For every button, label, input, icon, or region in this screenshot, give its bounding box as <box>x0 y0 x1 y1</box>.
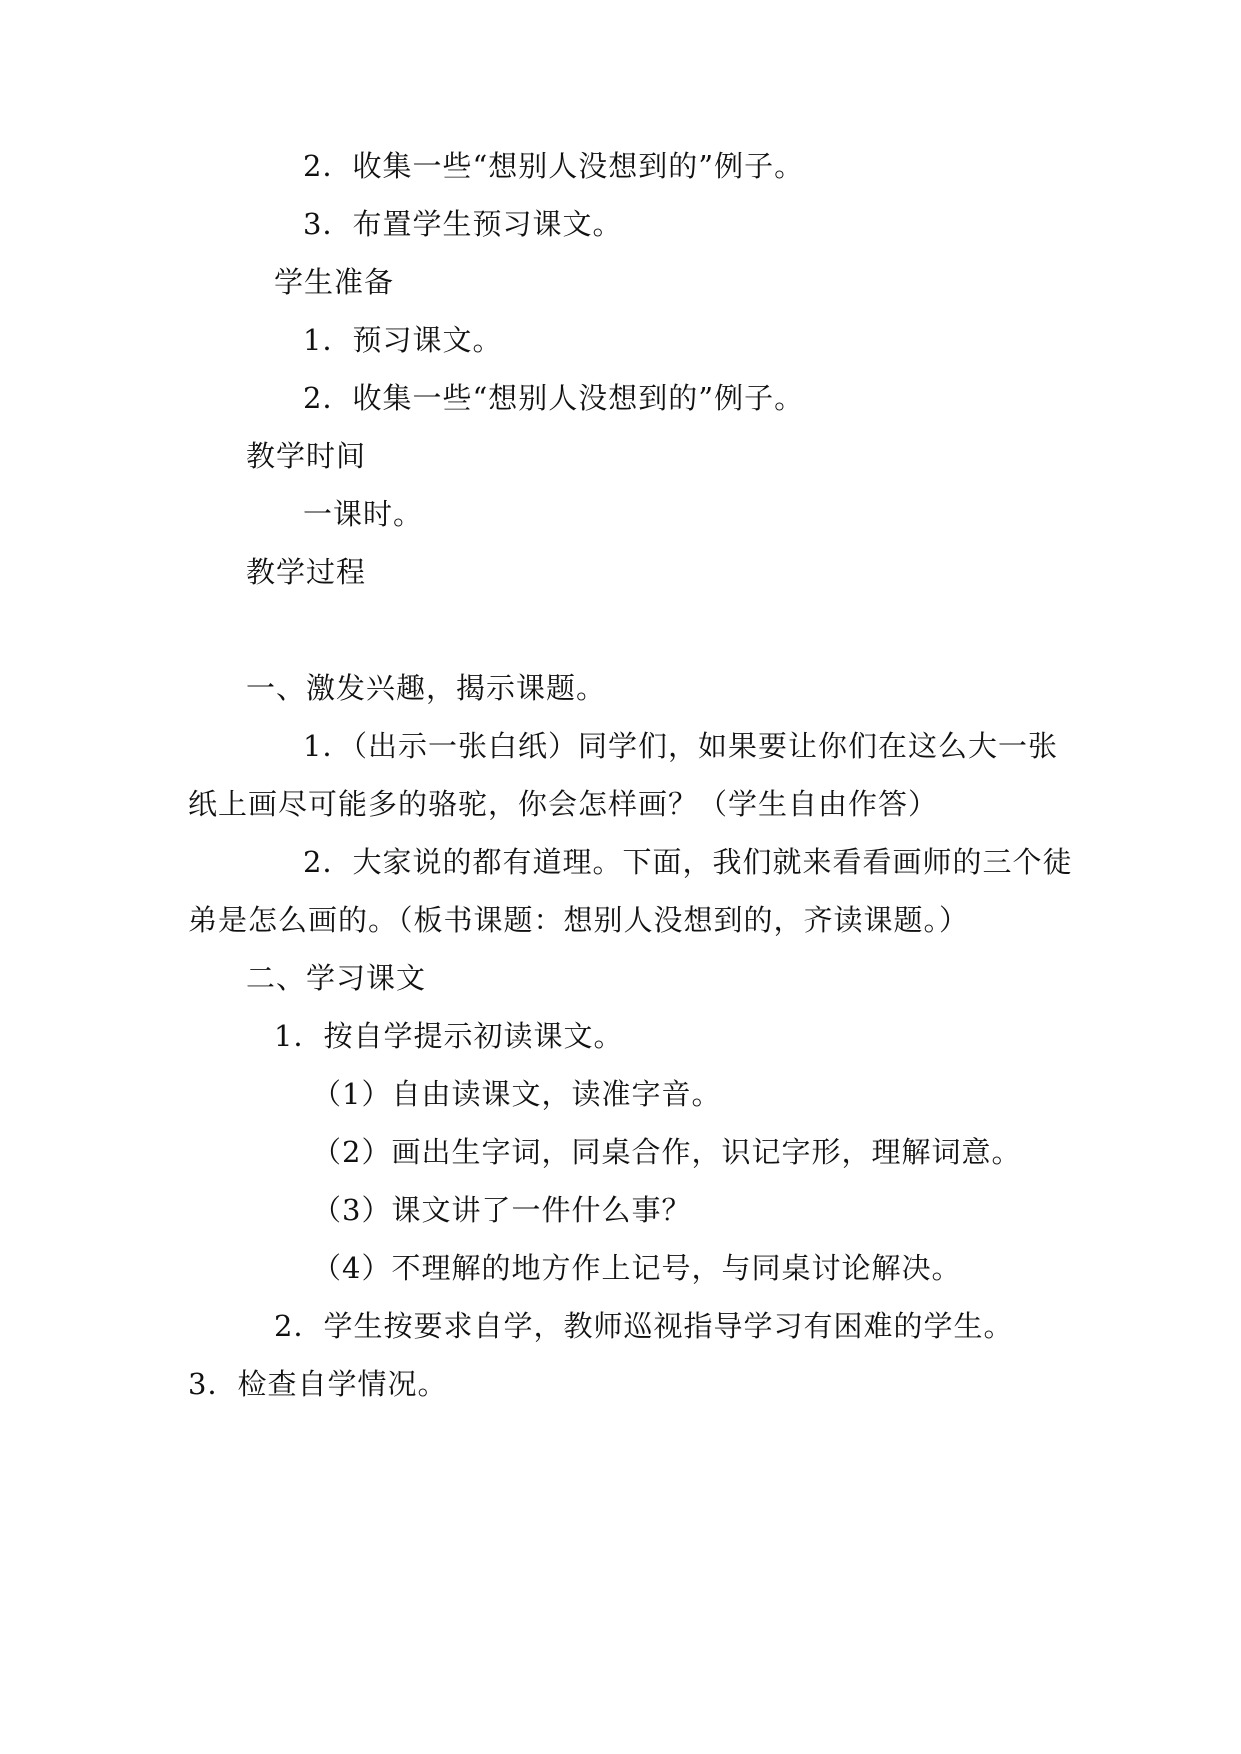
process-heading: 教学过程 <box>246 555 367 589</box>
part1-paragraph2-line2: 弟是怎么画的。（板书课题：想别人没想到的，齐读课题。） <box>188 903 970 937</box>
student-prep-item-1: 1．预习课文。 <box>303 323 503 357</box>
part2-step2: 2．学生按要求自学，教师巡视指导学习有困难的学生。 <box>274 1309 1014 1343</box>
part2-heading: 二、学习课文 <box>246 961 427 995</box>
teacher-prep-item-3: 3．布置学生预习课文。 <box>303 207 623 241</box>
student-prep-item-2: 2．收集一些“想别人没想到的”例子。 <box>303 381 805 415</box>
part2-step1: 1．按自学提示初读课文。 <box>274 1019 624 1053</box>
part2-step3: 3．检查自学情况。 <box>188 1367 448 1401</box>
part2-step1-item-3: （3）课文讲了一件什么事？ <box>312 1193 692 1227</box>
time-heading: 教学时间 <box>246 439 367 473</box>
part1-paragraph1-line2: 纸上画尽可能多的骆驼，你会怎样画？（学生自由作答） <box>188 787 939 821</box>
part2-step1-item-4: （4）不理解的地方作上记号，与同桌讨论解决。 <box>312 1251 962 1285</box>
part2-step1-item-1: （1）自由读课文，读准字音。 <box>312 1077 722 1111</box>
student-prep-heading: 学生准备 <box>274 265 395 299</box>
part1-paragraph2-line1: 2．大家说的都有道理。下面，我们就来看看画师的三个徒 <box>303 845 1073 879</box>
part1-heading: 一、激发兴趣，揭示课题。 <box>246 671 607 705</box>
part2-step1-item-2: （2）画出生字词，同桌合作，识记字形，理解词意。 <box>312 1135 1022 1169</box>
time-value: 一课时。 <box>303 497 424 531</box>
part1-paragraph1-line1: 1．（出示一张白纸）同学们，如果要让你们在这么大一张 <box>303 729 1058 763</box>
teacher-prep-item-2: 2．收集一些“想别人没想到的”例子。 <box>303 149 805 183</box>
